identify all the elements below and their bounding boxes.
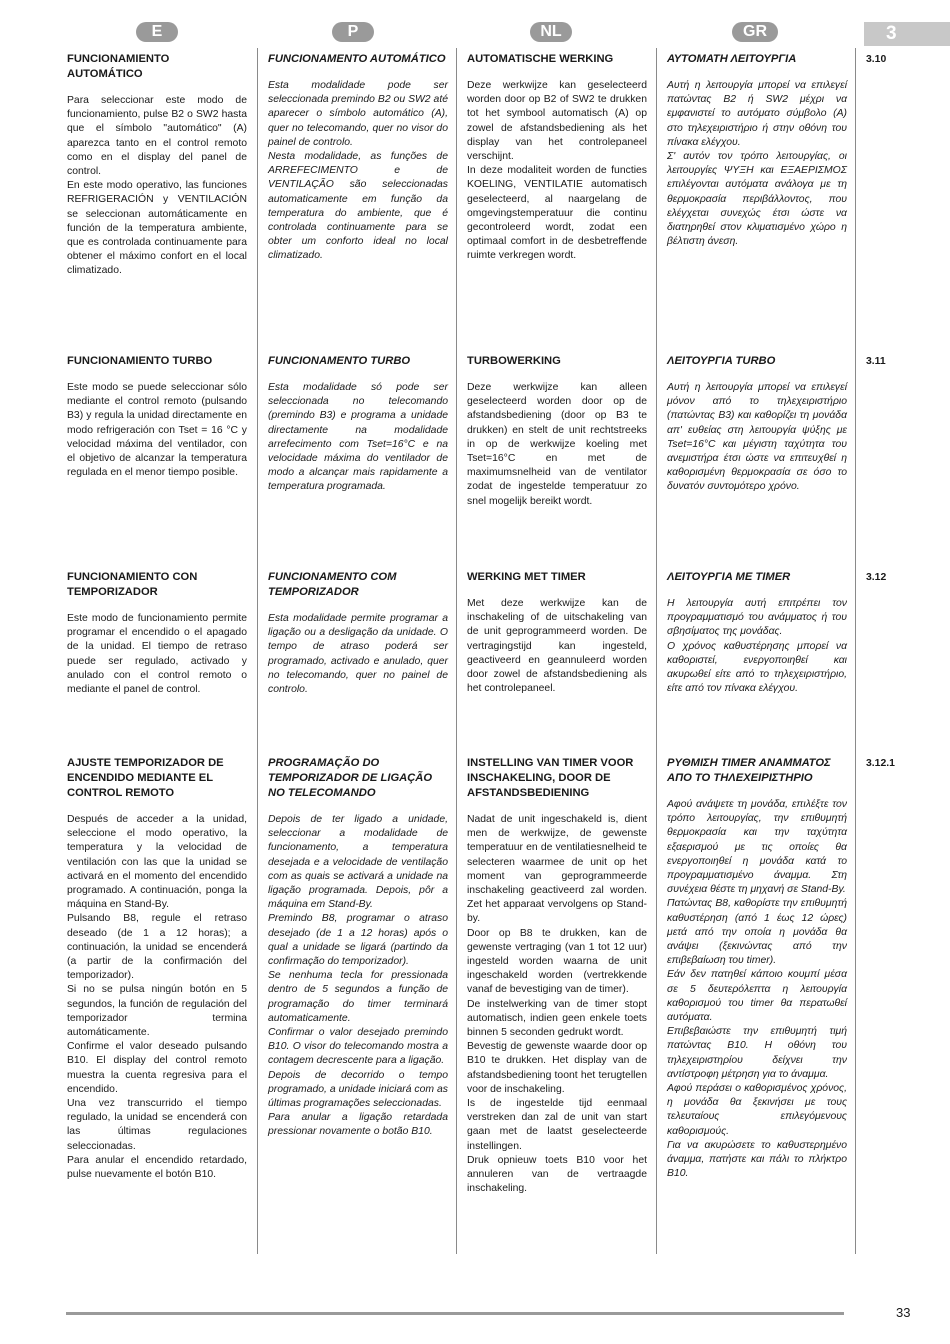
- section-body: Αφού ανάψετε τη μονάδα, επιλέξτε τον τρόπο λειτουργίας, την επιθυμητή θερμοκρασία και την ταχύτητα εξαερισμού με τις οποίες θα ενεργοποιηθεί η μονάδα κατά το προγραμματισμένο άναμμα. Στη συνέχεια θέστε τη μηχανή σε Stand-By. Πατώντας B8, καθορίστε την επιθυμητή καθυστέρηση (από 1 έως 12 ώρες) μετά από την οποία η μονάδα θα ανάψει (ξεκινώντας από την επιβεβαίωση του timer). Εάν δεν πατηθεί κάποιο κουμπί μέσα σε 5 δευτερόλεπτα η λειτουργία καθορισμού του timer θα περατωθεί αυτόματα. Επιβεβαιώστε την επιθυμητή τιμή πατώντας B10. Η οθόνη του τηλεχειριστηρίου δείχνει την αντίστροφη μέτρηση για το άναμμα. Αφού περάσει ο καθορισμένος χρόνος, η μονάδα θα ξεκινήσει με τους τελευταίους επιλεγόμενους καθορισμούς. Για να ακυρώσετε το καθυστερημένο άναμμα, πατήστε και πάλι το πλήκτρο B10.: [667, 799, 847, 1180]
- section-body: Después de acceder a la unidad, seleccione el modo operativo, la temperatura y la velocidad de ventilación con las que la unidad se activará en el momento del encendido programado. A continuación, ponga la máquina en Stand-By. Pulsando B8, regule el retraso deseado (de 1 a 12 horas); a continuación, la unidad se encenderá (a partir de la confirmación del temporizador). Si no se pulsa ningún botón en 5 segundos, la función de regulación del temporizador termina automáticamente. Confirme el valor deseado pulsando B10. El display del control remoto muestra la cuenta regresiva para el encendido. Una vez transcurrido el tiempo regulado, la unidad se encenderá con las últimas regulaciones seleccionadas. Para anular el encendido retardado, pulse nuevamente el botón B10.: [67, 814, 247, 1181]
- section-title: WERKING MET TIMER: [467, 571, 586, 583]
- footer-rule: [66, 1312, 844, 1315]
- section-timer-remote: [667, 756, 847, 1181]
- tab-nl: NL: [530, 22, 572, 42]
- section-title: FUNCIONAMENTO COM TEMPORIZADOR: [268, 571, 397, 598]
- column-divider: [855, 48, 856, 1254]
- section-number: 3.10: [866, 54, 887, 65]
- tab-e: E: [136, 22, 178, 42]
- section-body: Este modo de funcionamiento permite programar el encendido o el apagado de la unidad. El tiempo de retraso puede ser regulado, activado y anulado con el control remoto o mediante el panel de control.: [67, 613, 247, 696]
- section-title: INSTELLING VAN TIMER VOOR INSCHAKELING, DOOR DE AFSTANDSBEDIENING: [467, 757, 634, 799]
- column-divider: [456, 48, 457, 1254]
- section-body: Η λειτουργία αυτή επιτρέπει τον προγραμματισμό του ανάμματος ή του σβησίματος της μονάδας. Ο χρόνος καθυστέρησης μπορεί να καθοριστεί, ενεργοποιηθεί και ακυρωθεί είτε από το τηλεχειριστήριο, είτε από τον πίνακα ελέγχου.: [667, 598, 847, 695]
- section-number: 3.12: [866, 572, 887, 583]
- section-body: Αυτή η λειτουργία μπορεί να επιλεγεί πατώντας B2 ή SW2 μέχρι να εμφανιστεί το αυτόματο σύμβολο (A) στο τηλεχειριστήριο ή στην οθόνη του πίνακα ελέγχου. Σ' αυτόν τον τρόπο λειτουργίας, οι λειτουργίες ΨΥΞΗ και ΕΞΑΕΡΙΣΜΟΣ επιλέγονται αυτόματα ανάλογα με τη θερμοκρασία περιβάλλοντος, που ελέγχεται συνεχώς έτσι ώστε να διατηρηθεί στον κλιματισμένο χώρο η βέλτιστη άνεση.: [667, 80, 847, 248]
- section-tab: 3: [864, 22, 950, 46]
- section-title: AUTOMATISCHE WERKING: [467, 53, 614, 65]
- section-body: Depois de ter ligado a unidade, seleccionar a modalidade de funcionamento, a temperatura desejada e a velocidade de ventilação com as quais se activará a unidade na ligação programada. Depois, pôr a máquina em Stand-By. Premindo B8, programar o atraso desejado (de 1 a 12 horas) após o qual a unidade se ligará (partindo da confirmação do temporizador). Se nenhuma tecla for pressionada dentro de 5 segundos a função de programação do timer terminará automaticamente. Confirmar o valor desejado premindo B10. O visor do telecomando mostra a contagem decrescente para a ligação. Depois de decorrido o tempo programado, a unidade iniciará com as últimas programações seleccionadas. Para anular a ligação retardada pressionar novamente o botão B10.: [268, 814, 448, 1138]
- section-turbo: [67, 354, 247, 480]
- section-timer: [268, 570, 448, 697]
- section-title: FUNCIONAMIENTO TURBO: [67, 355, 213, 367]
- tab-p: P: [332, 22, 374, 42]
- section-number: 3.11: [866, 356, 886, 367]
- tab-gr: GR: [732, 22, 778, 42]
- section-body: Met deze werkwijze kan de inschakeling of de uitschakeling van de unit geprogrammeerd worden. De vertragingstijd kan ingesteld, geactiveerd en geannuleerd worden door zowel de afstandsbediening als het controlepaneel.: [467, 598, 647, 695]
- section-body: Esta modalidade permite programar a ligação ou a desligação da unidade. O tempo de atraso poderá ser programado, activado e anulado, quer no telecomando, quer no painel de controlo.: [268, 613, 448, 696]
- section-timer-remote: [268, 756, 448, 1140]
- section-timer: [67, 570, 247, 697]
- section-title: TURBOWERKING: [467, 355, 561, 367]
- section-number: 3.12.1: [866, 758, 895, 769]
- section-title: AJUSTE TEMPORIZADOR DE ENCENDIDO MEDIANTE EL CONTROL REMOTO: [67, 757, 224, 799]
- section-timer: [467, 570, 647, 696]
- section-auto: [268, 52, 448, 264]
- column-divider: [257, 48, 258, 1254]
- section-turbo: [467, 354, 647, 509]
- section-title: ΑΥΤΟΜΑΤΗ ΛΕΙΤΟΥΡΓΙΑ: [667, 53, 797, 65]
- section-body: Nadat de unit ingeschakeld is, dient men de werkwijze, de gewenste temperatuur en de ventilatiesnelheid te selecteren waarmee de unit op het moment van geprogrammeerde inschakeling geactiveerd zal worden. Zet het apparaat vervolgens op Stand-by. Door op B8 te drukken, kan de gewenste vertraging (van 1 tot 12 uur) ingesteld worden waarna de unit ingeschakeld worden (vertrekkende vanaf de bevestiging van de timer). De instelwerking van de timer stopt automatisch, indien geen enkele toets binnen 5 seconden gedrukt wordt. Bevestig de gewenste waarde door op B10 te drukken. Het display van de afstandsbediening toont het terugtellen voor de inschakeling. Is de ingestelde tijd eenmaal verstreken dan zal de unit van start gaan met de laatst geselecteerde instellingen. Druk opnieuw toets B10 voor het annuleren van de vertraagde inschakeling.: [467, 814, 647, 1195]
- column-divider: [656, 48, 657, 1254]
- section-body: Este modo se puede seleccionar sólo mediante el control remoto (pulsando B3) y regula la unidad directamente en modo refrigeración con Tset = 16 °C y velocidad máxima del ventilador, con el objetivo de alcanzar la temperatura regulada en el menor tiempo posible.: [67, 382, 247, 479]
- section-body: Αυτή η λειτουργία μπορεί να επιλεγεί μόνον από το τηλεχειριστήριο (πατώντας B3) και καθορίζει τη μονάδα απ' ευθείας στη λειτουργία ψύξης με Tset=16°C και μέγιστη ταχύτητα του ανεμιστήρα έτσι ώστε να επιτευχθεί η καθορισμένη θερμοκρασία σε όσο το δυνατόν συντομότερο χρόνο.: [667, 382, 847, 493]
- section-title: FUNCIONAMENTO AUTOMÁTICO: [268, 53, 446, 65]
- section-body: Deze werkwijze kan alleen geselecteerd worden door op de afstandsbediening (door op B3 te drukken) en stelt de unit rechtstreeks in op de werkwijze koeling met Tset=16°C en met de maximumsnelheid van de ventilator zodat de ingestelde temperatuur zo snel mogelijk bereikt wordt.: [467, 382, 647, 507]
- section-body: Deze werkwijze kan geselecteerd worden door op B2 of SW2 te drukken tot het symbool automatisch (A) op zowel de afstandsbediening als het display van het controlepaneel verschijnt. In deze modaliteit worden de functies KOELING, VENTILATIE automatisch geselecteerd, al naargelang de omgevingstemperatuur die continu gecontroleerd wordt, zodat een optimaal comfort in de desbetreffende ruimte verkregen wordt.: [467, 80, 647, 262]
- section-auto: [67, 52, 247, 279]
- section-timer-remote: [67, 756, 247, 1182]
- section-title: ΛΕΙΤΟΥΡΓΙΑ ΜΕ TIMER: [667, 571, 791, 583]
- section-body: Esta modalidade só pode ser seleccionada no telecomando (premindo B3) e programa a unidade directamente na modalidade arrefecimento com Tset=16°C e na velocidade máxima do ventilador de modo a alcançar mais rapidamente a temperatura programada.: [268, 382, 448, 493]
- section-auto: [467, 52, 647, 264]
- section-title: PROGRAMAÇÃO DO TEMPORIZADOR DE LIGAÇÃO NO TELECOMANDO: [268, 757, 433, 799]
- section-timer-remote: [467, 756, 647, 1196]
- section-title: FUNCIONAMIENTO CON TEMPORIZADOR: [67, 571, 198, 598]
- section-body: Esta modalidade pode ser seleccionada premindo B2 ou SW2 até aparecer o símbolo automático (A), quer no telecomando, quer no visor do painel de controlo. Nesta modalidade, as funções de ARREFECIMENTO e de VENTILAÇÃO são seleccionadas automaticamente em função da temperatura do ambiente, que é controlada continuamente para se obter um conforto ideal no local climatizado.: [268, 80, 448, 262]
- section-auto: [667, 52, 847, 249]
- section-title: FUNCIONAMIENTO AUTOMÁTICO: [67, 53, 170, 80]
- page-number: 33: [896, 1305, 911, 1320]
- section-turbo: [268, 354, 448, 495]
- section-timer: [667, 570, 847, 696]
- section-turbo: [667, 354, 847, 495]
- section-title: ΛΕΙΤΟΥΡΓΙΑ TURBO: [667, 355, 776, 367]
- section-body: Para seleccionar este modo de funcionamiento, pulse B2 o SW2 hasta que el símbolo "automático" (A) aparezca tanto en el control remoto como en el display del panel de control. En este modo operativo, las funciones REFRIGERACIÓN y VENTILACIÓN se seleccionan automáticamente en función de la temperatura ambiente, que es controlada continuamente para obtener el máximo confort en el local climatizado.: [67, 95, 247, 277]
- section-title: FUNCIONAMENTO TURBO: [268, 355, 411, 367]
- section-title: ΡΥΘΜΙΣΗ TIMER ΑΝΑΜΜΑΤΟΣ ΑΠΟ ΤΟ ΤΗΛΕΧΕΙΡΙΣΤΗΡΙΟ: [667, 757, 831, 784]
